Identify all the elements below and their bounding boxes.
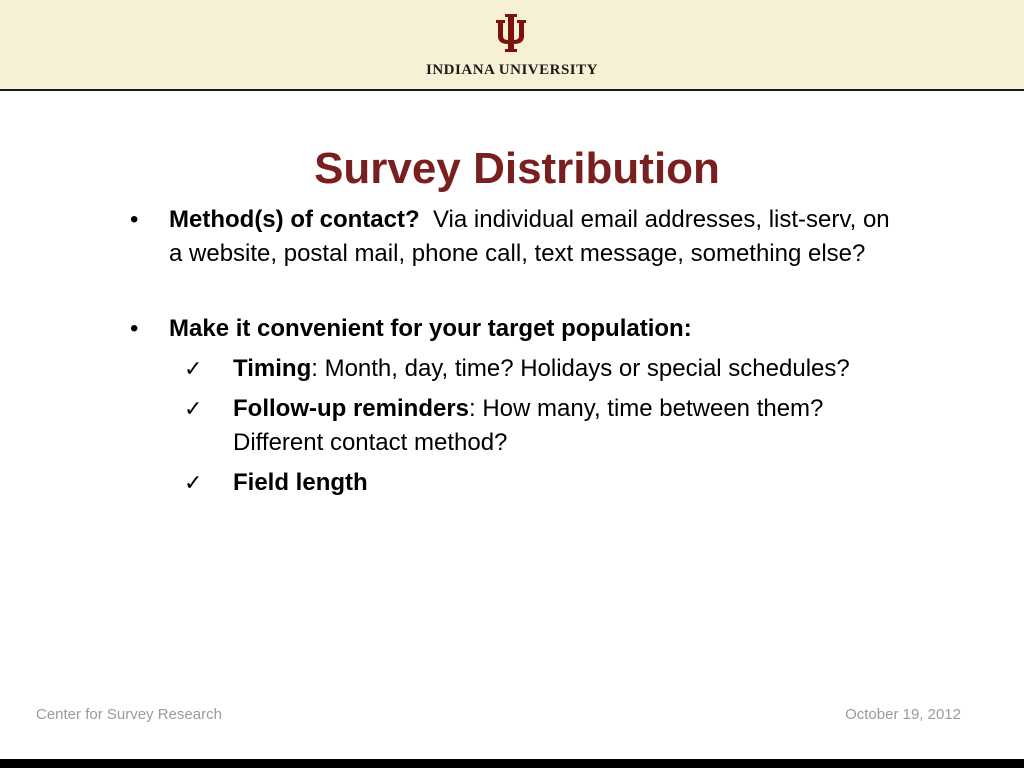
bullet-method-of-contact (130, 203, 897, 271)
checkmark-icon: ✓ (184, 356, 203, 381)
footer-date: October 19, 2012 (845, 706, 961, 723)
sub-bullet-heading: Timing (233, 355, 312, 382)
slide-title: Survey Distribution (314, 144, 720, 193)
sub-bullet-list (130, 352, 890, 500)
university-name: INDIANA UNIVERSITY (426, 62, 598, 78)
bullet-text: Via individual email addresses, list-serv, on a website, postal mail, phone call, text message, something else? (169, 206, 897, 267)
sub-bullet-heading: Follow-up reminders (233, 395, 470, 422)
bullet-marker: • (130, 206, 139, 233)
bullet-marker: • (130, 315, 139, 342)
bullet-convenience (130, 312, 890, 346)
footer-organization: Center for Survey Research (36, 706, 222, 723)
sub-bullet-text: : How many, time between them? Different contact method? (233, 395, 824, 456)
bullet-list (130, 203, 897, 500)
bullet-heading: Make it convenient for your target population: (169, 315, 692, 342)
header-band (0, 0, 1024, 91)
bullet-heading: Method(s) of contact? (169, 206, 420, 233)
checkmark-icon: ✓ (184, 396, 203, 421)
sub-bullet-field-length (130, 466, 890, 500)
sub-bullet-timing (130, 352, 890, 386)
checkmark-icon: ✓ (184, 470, 203, 495)
sub-bullet-follow-up (130, 392, 890, 460)
iu-trident-icon (496, 14, 526, 52)
sub-bullet-heading: Field length (233, 469, 368, 496)
bottom-bar (0, 759, 1024, 768)
sub-bullet-text: : Month, day, time? Holidays or special schedules? (311, 355, 850, 382)
